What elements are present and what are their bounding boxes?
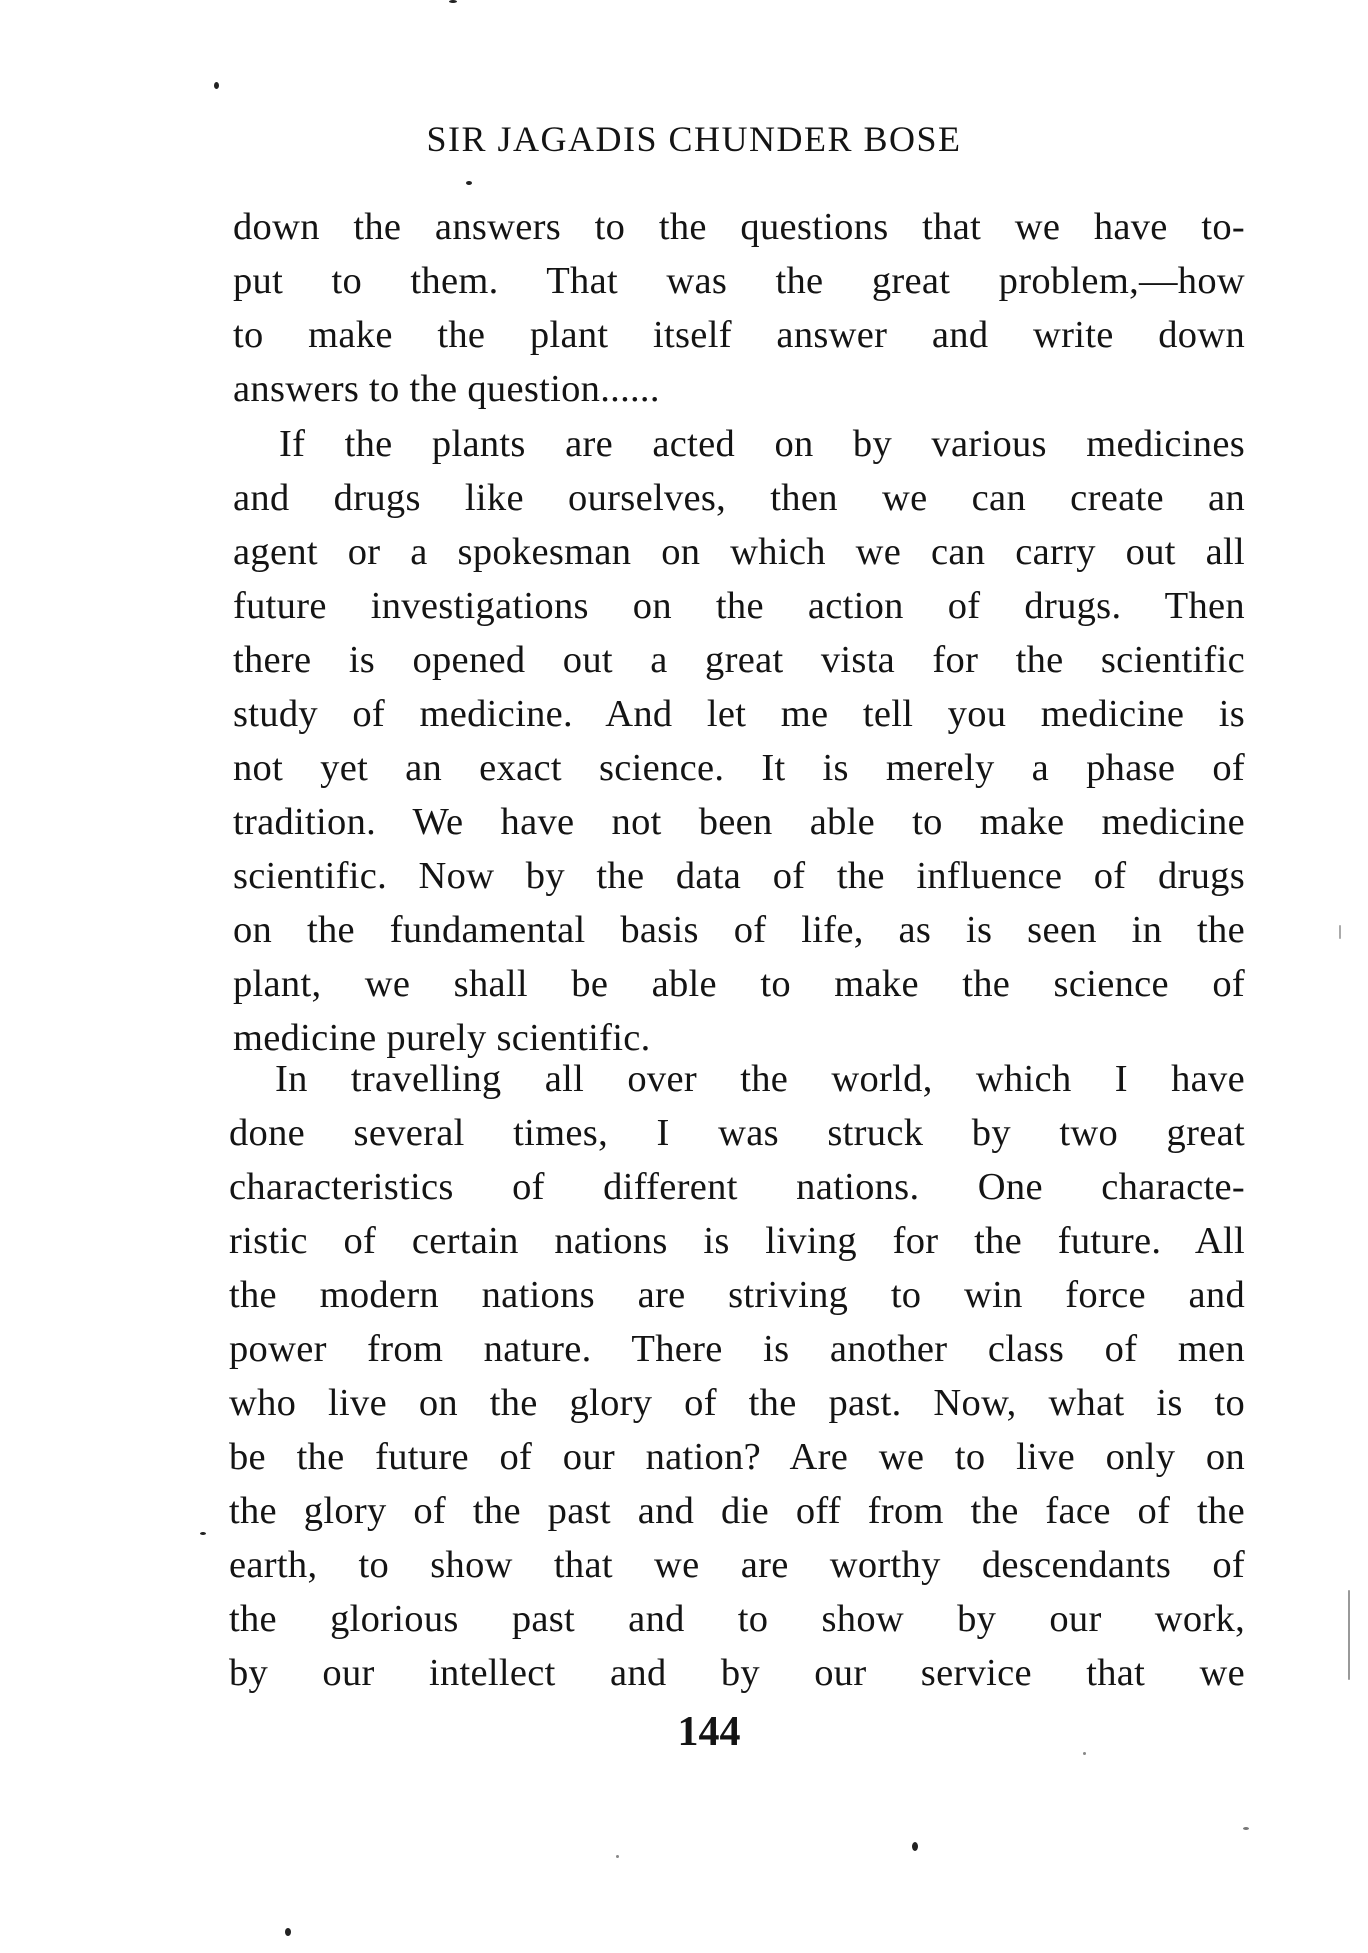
text-line: scientific. Now by the data of the influence of drugs <box>233 855 1245 897</box>
text-line: plant, we shall be able to make the science of <box>233 963 1245 1005</box>
text-line: the modern nations are striving to win force and <box>229 1274 1245 1316</box>
text-line: to make the plant itself answer and write down <box>233 314 1245 356</box>
scan-speck <box>1243 1827 1249 1830</box>
text-line: answers to the question...... <box>233 368 660 410</box>
text-line: earth, to show that we are worthy descendants of <box>229 1544 1245 1586</box>
text-line: who live on the glory of the past. Now, what is to <box>229 1382 1245 1424</box>
text-line: agent or a spokesman on which we can carry out all <box>233 531 1245 573</box>
text-line: there is opened out a great vista for the scientific <box>233 639 1245 681</box>
text-line: tradition. We have not been able to make medicine <box>233 801 1245 843</box>
scan-speck <box>214 82 219 89</box>
text-line: ristic of certain nations is living for the future. All <box>229 1220 1245 1262</box>
scan-speck <box>912 1842 918 1851</box>
paragraph-3 <box>229 1052 1245 1700</box>
scan-speck <box>285 1928 291 1936</box>
paragraph-1 <box>233 200 1245 416</box>
text-line: In travelling all over the world, which I have <box>275 1058 1245 1100</box>
scan-speck <box>200 1532 206 1535</box>
text-line: down the answers to the questions that we have to- <box>233 206 1245 248</box>
text-line: future investigations on the action of drugs. Then <box>233 585 1245 627</box>
scan-speck <box>1339 925 1341 939</box>
text-line: put to them. That was the great problem,—how <box>233 260 1245 302</box>
text-line: power from nature. There is another class of men <box>229 1328 1245 1370</box>
text-line: the glorious past and to show by our work, <box>229 1598 1245 1640</box>
paragraph-2 <box>233 417 1245 1065</box>
page-number: 144 <box>677 1709 741 1755</box>
scan-speck <box>616 1855 619 1858</box>
text-line: characteristics of different nations. One characte- <box>229 1166 1245 1208</box>
text-line: done several times, I was struck by two great <box>229 1112 1245 1154</box>
text-line: study of medicine. And let me tell you medicine is <box>233 693 1245 735</box>
text-line: and drugs like ourselves, then we can create an <box>233 477 1245 519</box>
scan-speck <box>449 0 457 3</box>
scan-speck <box>1083 1752 1086 1755</box>
text-line: by our intellect and by our service that we <box>229 1652 1245 1694</box>
scan-speck <box>466 181 472 185</box>
text-line: be the future of our nation? Are we to live only on <box>229 1436 1245 1478</box>
running-head: SIR JAGADIS CHUNDER BOSE <box>426 119 962 159</box>
text-line: If the plants are acted on by various medicines <box>279 423 1245 465</box>
scan-speck <box>1348 1590 1350 1680</box>
text-line: the glory of the past and die off from the face of the <box>229 1490 1245 1532</box>
text-line: on the fundamental basis of life, as is seen in the <box>233 909 1245 951</box>
body-text <box>229 200 1245 1694</box>
text-line: medicine purely scientific. <box>233 1017 651 1059</box>
text-line: not yet an exact science. It is merely a phase of <box>233 747 1245 789</box>
